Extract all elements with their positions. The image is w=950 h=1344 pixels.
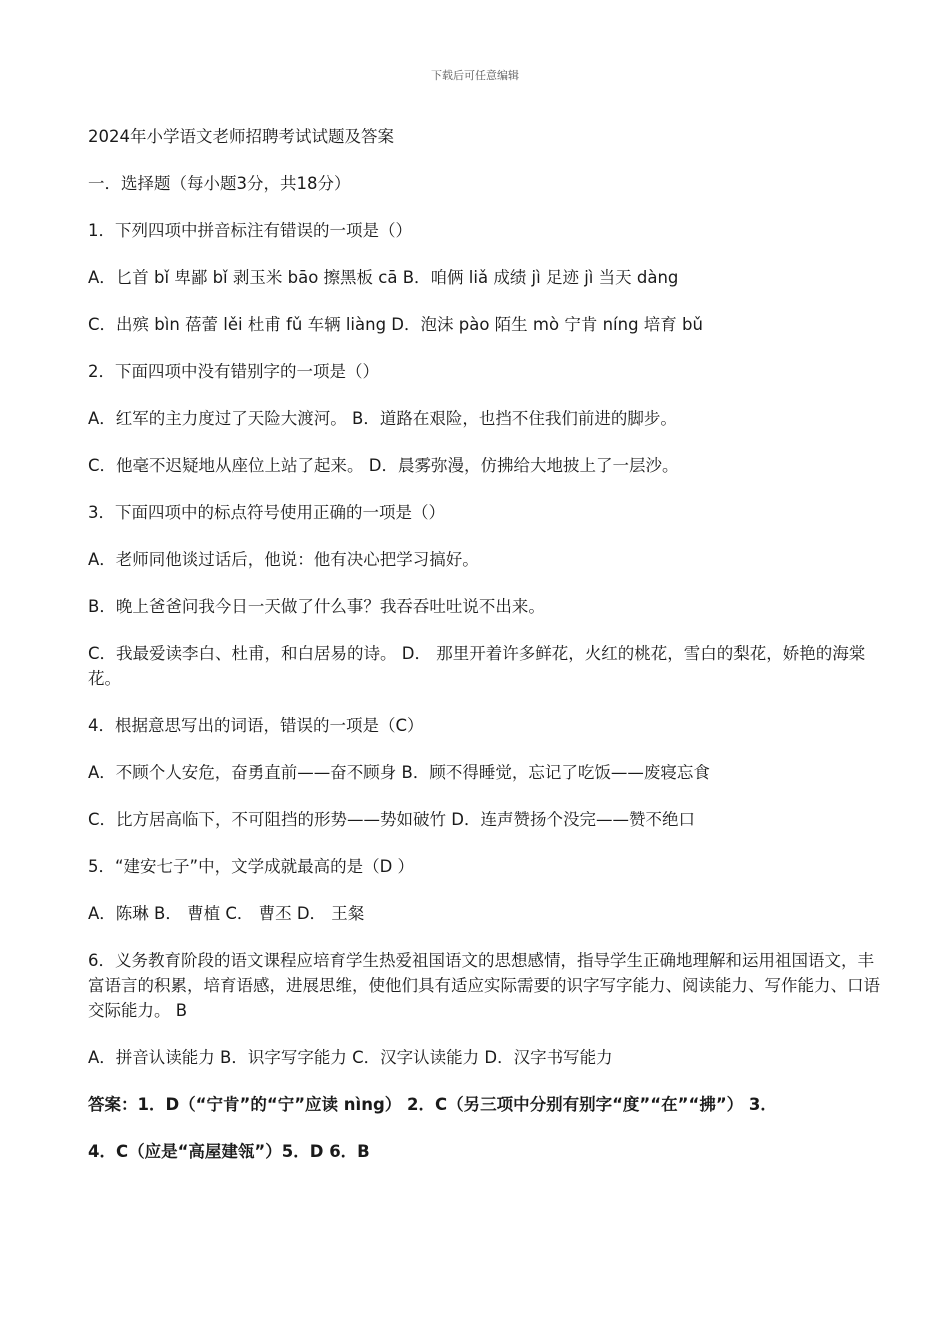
answer-line-1: 答案：1．D（“宁肯”的“宁”应读 nìng） 2．C（另三项中分别有别字“度”“在”“拂”） 3． bbox=[88, 1095, 777, 1114]
question-4: 4．根据意思写出的词语，错误的一项是（C） bbox=[88, 716, 424, 735]
question-6-options: A．拼音认读能力 B．识字写字能力 C．汉字认读能力 D．汉字书写能力 bbox=[88, 1048, 613, 1067]
question-2-options-ab: A．红军的主力度过了天险大渡河。 B．道路在艰险，也挡不住我们前进的脚步。 bbox=[88, 409, 677, 428]
question-4-options-ab: A．不顾个人安危，奋勇直前——奋不顾身 B．顾不得睡觉，忘记了吃饭——废寝忘食 bbox=[88, 763, 710, 782]
question-1: 1．下列四项中拼音标注有错误的一项是（） bbox=[88, 221, 412, 240]
question-1-options-cd: C．出殡 bìn 蓓蕾 lěi 杜甫 fǔ 车辆 liàng D．泡沫 pào 陌生 mò 宁肯 níng 培育 bǔ bbox=[88, 315, 703, 334]
document-body bbox=[88, 124, 884, 1186]
question-3-options-cd: C．我最爱读李白、杜甫，和白居易的诗。 D． 那里开着许多鲜花，火红的桃花，雪白的梨花，娇艳的海棠花。 bbox=[88, 644, 866, 688]
question-3-option-a: A．老师同他谈过话后，他说：他有决心把学习搞好。 bbox=[88, 550, 479, 569]
question-3: 3．下面四项中的标点符号使用正确的一项是（） bbox=[88, 503, 445, 522]
question-3-option-b: B．晚上爸爸问我今日一天做了什么事？我吞吞吐吐说不出来。 bbox=[88, 597, 545, 616]
answer-line-2: 4．C（应是“高屋建瓴”）5．D 6．B bbox=[88, 1142, 370, 1161]
section-heading: 一．选择题（每小题3分，共18分） bbox=[88, 174, 351, 193]
question-5: 5．“建安七子”中，文学成就最高的是（D ） bbox=[88, 857, 415, 876]
question-5-options: A．陈琳 B． 曹植 C． 曹丕 D． 王粲 bbox=[88, 904, 365, 923]
question-2: 2．下面四项中没有错别字的一项是（） bbox=[88, 362, 379, 381]
page-header: 下载后可任意编辑 bbox=[431, 69, 519, 82]
question-2-options-cd: C．他毫不迟疑地从座位上站了起来。 D．晨雾弥漫，仿拂给大地披上了一层沙。 bbox=[88, 456, 679, 475]
document-title: 2024年小学语文老师招聘考试试题及答案 bbox=[88, 127, 394, 146]
question-4-options-cd: C．比方居高临下，不可阻挡的形势——势如破竹 D．连声赞扬个没完——赞不绝口 bbox=[88, 810, 695, 829]
question-1-options-ab: A．匕首 bǐ 卑鄙 bǐ 剥玉米 bāo 擦黑板 cā B．咱俩 liǎ 成绩 jì 足迹 jì 当天 dàng bbox=[88, 268, 679, 287]
question-6: 6．义务教育阶段的语文课程应培育学生热爱祖国语文的思想感情，指导学生正确地理解和运用祖国语文，丰富语言的积累，培育语感，进展思维，使他们具有适应实际需要的识字写字能力、阅读能力、写作能力、口语交际能力。 B bbox=[88, 951, 880, 1020]
